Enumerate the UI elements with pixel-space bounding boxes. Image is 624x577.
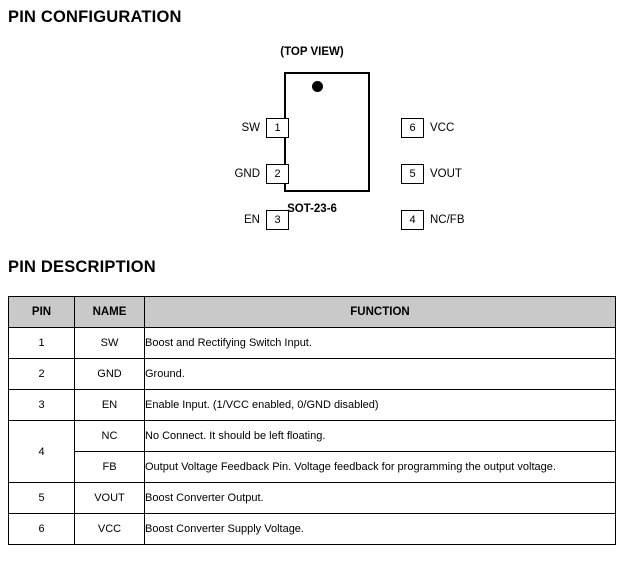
pin-label-sw: SW <box>241 122 260 134</box>
cell-name: GND <box>75 359 145 390</box>
pin-box-4: 4 <box>401 210 424 230</box>
cell-pin: 3 <box>9 390 75 421</box>
table-header-row <box>9 297 616 328</box>
cell-function: Boost Converter Output. <box>145 483 616 514</box>
package-body-outline <box>284 72 370 192</box>
cell-function: Enable Input. (1/VCC enabled, 0/GND disabled) <box>145 390 616 421</box>
pin-box-2: 2 <box>266 164 289 184</box>
cell-name: FB <box>75 452 145 483</box>
cell-pin: 2 <box>9 359 75 390</box>
pin-box-5: 5 <box>401 164 424 184</box>
column-header-pin: PIN <box>9 297 75 328</box>
table-row <box>9 452 616 483</box>
cell-function: Output Voltage Feedback Pin. Voltage feedback for programming the output voltage. <box>145 452 616 483</box>
column-header-function: FUNCTION <box>145 297 616 328</box>
package-name-label: SOT-23-6 <box>287 203 337 215</box>
cell-function: Boost and Rectifying Switch Input. <box>145 328 616 359</box>
cell-function: Ground. <box>145 359 616 390</box>
table-row <box>9 390 616 421</box>
cell-name: VCC <box>75 514 145 545</box>
cell-pin: 4 <box>9 421 75 483</box>
top-view-label: (TOP VIEW) <box>280 46 344 58</box>
pin-label-en: EN <box>244 214 260 226</box>
cell-name: NC <box>75 421 145 452</box>
pin-box-6: 6 <box>401 118 424 138</box>
pin-box-3: 3 <box>266 210 289 230</box>
cell-function: No Connect. It should be left floating. <box>145 421 616 452</box>
page-title-pin-configuration: PIN CONFIGURATION <box>8 8 182 26</box>
page-title-pin-description: PIN DESCRIPTION <box>8 258 156 276</box>
pin-label-vcc: VCC <box>430 122 455 134</box>
pin-box-1: 1 <box>266 118 289 138</box>
pin1-marker-dot <box>312 81 323 92</box>
cell-function: Boost Converter Supply Voltage. <box>145 514 616 545</box>
table-row <box>9 483 616 514</box>
table-row <box>9 421 616 452</box>
table-row <box>9 328 616 359</box>
pin-label-gnd: GND <box>234 168 260 180</box>
cell-name: EN <box>75 390 145 421</box>
table-row <box>9 359 616 390</box>
table-row <box>9 514 616 545</box>
pin-label-nc-fb: NC/FB <box>430 214 465 226</box>
cell-pin: 6 <box>9 514 75 545</box>
cell-pin: 1 <box>9 328 75 359</box>
package-diagram <box>0 40 624 230</box>
column-header-name: NAME <box>75 297 145 328</box>
cell-pin: 5 <box>9 483 75 514</box>
pin-description-table <box>8 296 616 545</box>
pin-label-vout: VOUT <box>430 168 462 180</box>
cell-name: VOUT <box>75 483 145 514</box>
cell-name: SW <box>75 328 145 359</box>
